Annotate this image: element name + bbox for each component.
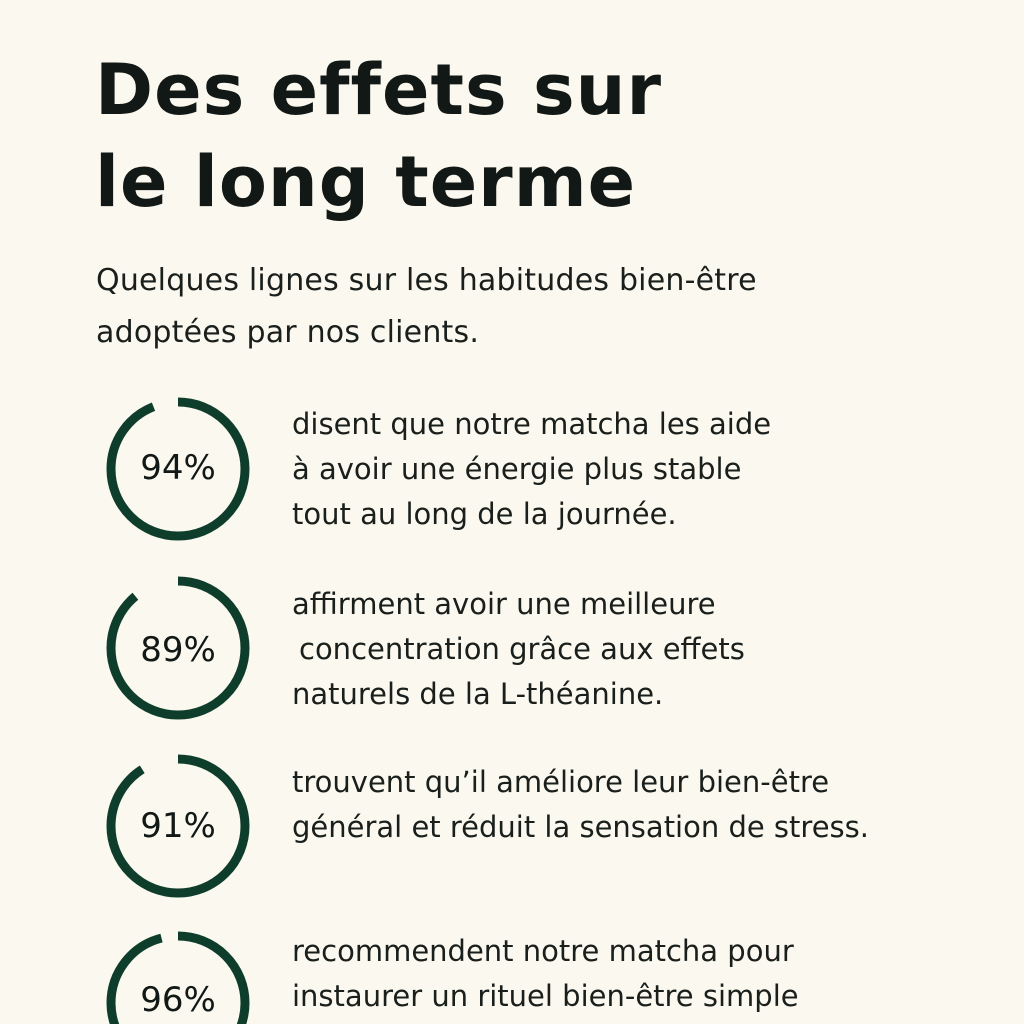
stat-description-line: général et réduit la sensation de stress. xyxy=(292,810,869,844)
stat-description-line: trouvent qu’il améliore leur bien-être xyxy=(292,765,830,799)
stat-item-recommend xyxy=(0,929,1024,1024)
stat-description-line: affirment avoir une meilleure xyxy=(292,587,716,621)
stat-percent: 96% xyxy=(140,980,216,1020)
stat-description-line: naturels de la L-théanine. xyxy=(292,677,664,711)
stat-description-line: recommendent notre matcha pour xyxy=(292,934,794,968)
stat-description xyxy=(292,402,771,537)
intro-line-1: Quelques lignes sur les habitudes bien-être xyxy=(96,263,757,298)
stat-description xyxy=(292,929,799,1019)
stat-percent: 91% xyxy=(140,806,216,846)
stat-item-concentration xyxy=(0,574,1024,734)
intro-line-2: adoptées par nos clients. xyxy=(96,315,480,350)
stat-description-line: tout au long de la journée. xyxy=(292,497,677,531)
page-title-line-2: le long terme xyxy=(95,141,637,223)
stat-description-line: instaurer un rituel bien-être simple xyxy=(292,979,799,1013)
stat-percent: 94% xyxy=(140,448,216,488)
stat-description-line: à avoir une énergie plus stable xyxy=(292,452,742,486)
stat-item-wellbeing xyxy=(0,752,1024,912)
stat-description xyxy=(292,760,869,850)
stat-description-line: disent que notre matcha les aide xyxy=(292,407,772,441)
stat-description-line: concentration grâce aux effets xyxy=(299,632,745,666)
intro-text xyxy=(96,255,956,359)
stat-description xyxy=(292,582,745,717)
page-title-line-1: Des effets sur xyxy=(95,49,662,131)
page-title xyxy=(95,44,975,228)
stat-percent: 89% xyxy=(140,630,216,670)
stat-item-energy xyxy=(0,395,1024,555)
